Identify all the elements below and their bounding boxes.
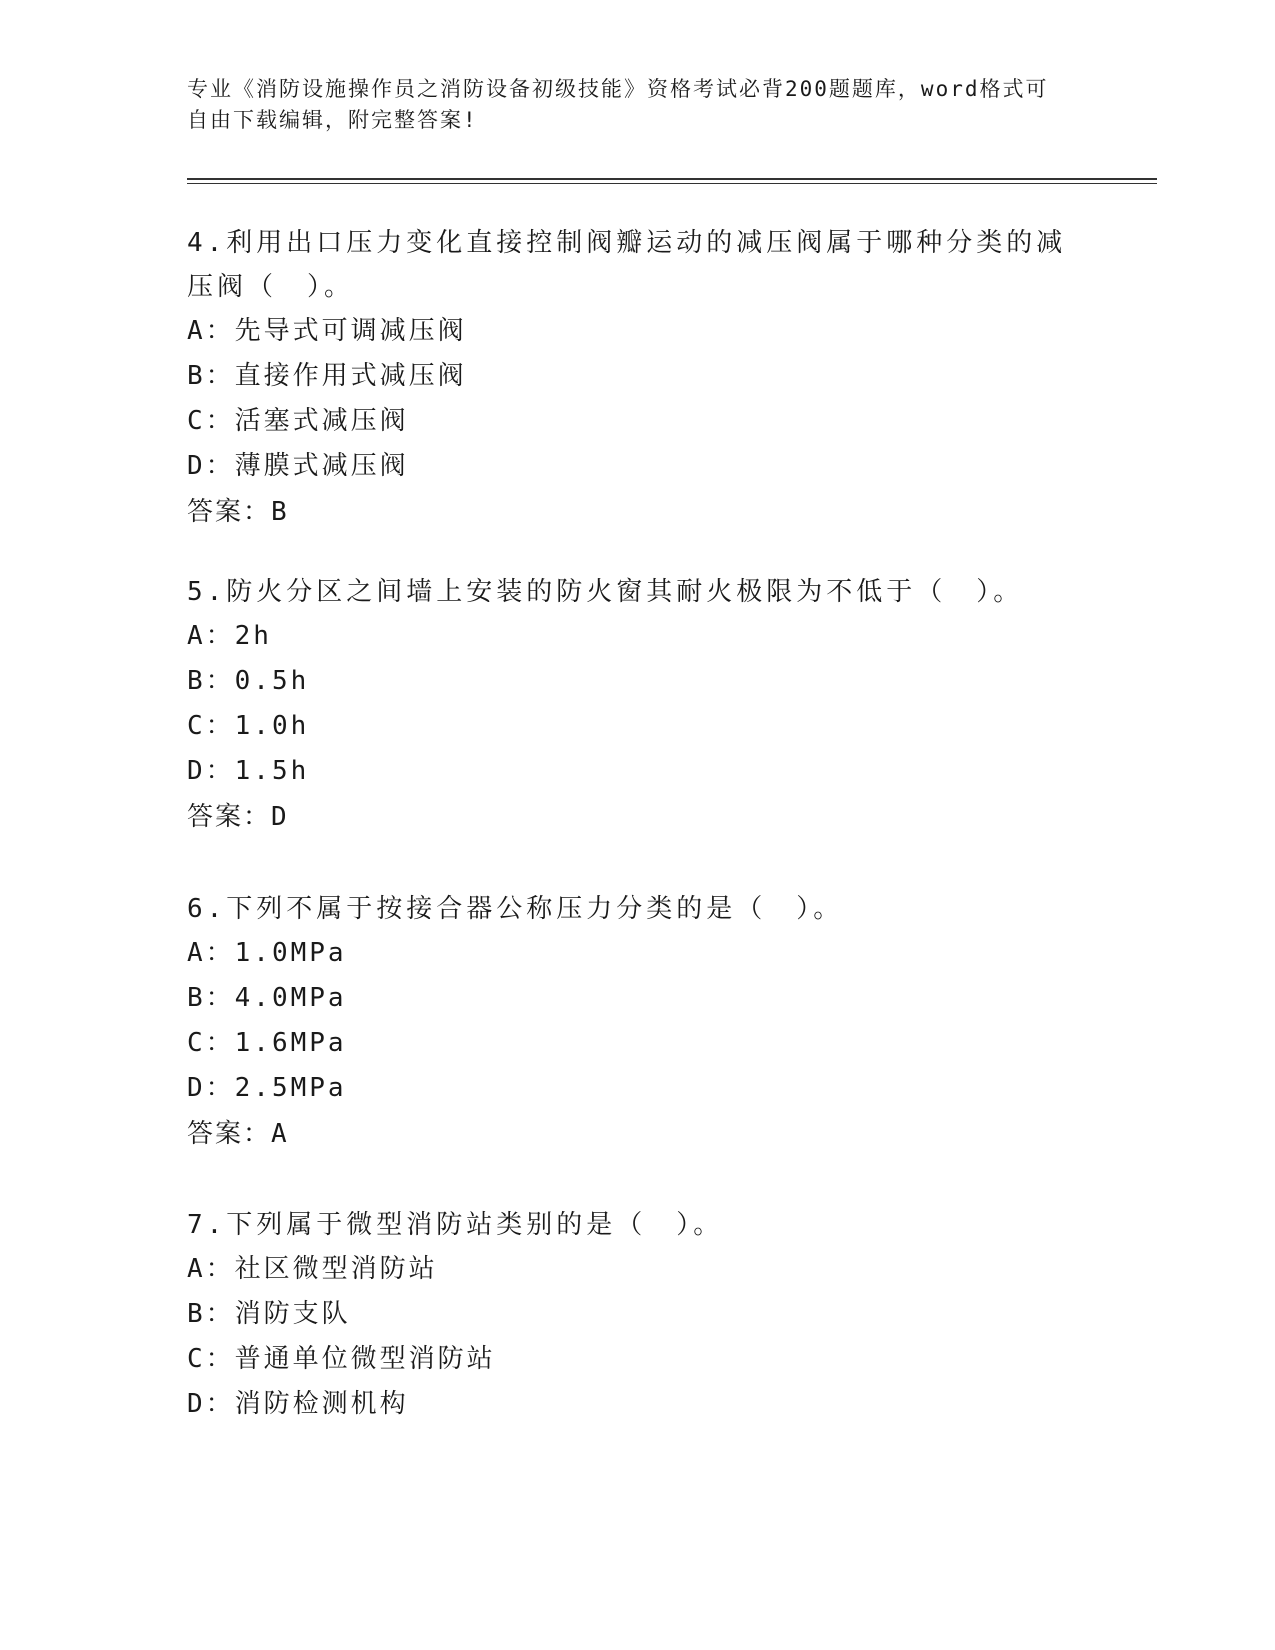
answer-value: B [271,497,289,527]
question-5-option-a: A：2h [187,621,272,651]
question-6-option-b: B：4.0MPa [187,983,347,1013]
question-7 [187,1203,1067,1427]
question-5-text: 5.防火分区之间墙上安装的防火窗其耐火极限为不低于（ ）。 [187,577,1024,607]
question-7-option-a: A：社区微型消防站 [187,1254,438,1284]
answer-value: D [271,802,289,832]
question-6 [187,887,1067,1157]
question-6-option-a: A：1.0MPa [187,938,347,968]
answer-label: 答案： [187,1119,272,1149]
question-4-option-c: C：活塞式减压阀 [187,406,409,436]
question-7-option-b: B：消防支队 [187,1299,351,1329]
question-5-option-c: C：1.0h [187,711,310,741]
question-6-text: 6.下列不属于按接合器公称压力分类的是（ ）。 [187,894,844,924]
answer-label: 答案： [187,497,272,527]
question-6-answer [187,1111,1067,1157]
question-4-option-a: A：先导式可调减压阀 [187,316,467,346]
question-5-option-b: B：0.5h [187,666,310,696]
question-4 [187,221,1067,535]
question-4-option-b: B：直接作用式减压阀 [187,361,467,391]
divider-line-top [187,178,1157,180]
question-7-text: 7.下列属于微型消防站类别的是（ ）。 [187,1210,724,1240]
question-5-answer [187,794,1067,840]
question-6-option-d: D：2.5MPa [187,1073,347,1103]
question-7-option-d: D：消防检测机构 [187,1389,409,1419]
answer-value: A [271,1119,289,1149]
document-intro: 专业《消防设施操作员之消防设备初级技能》资格考试必背200题题库，word格式可自由下载编辑，附完整答案! [187,77,1049,132]
divider-line-bottom [187,183,1157,184]
question-5-option-d: D：1.5h [187,756,310,786]
header-divider [187,178,1157,184]
question-4-text: 4.利用出口压力变化直接控制阀瓣运动的减压阀属于哪种分类的减压阀（ ）。 [187,228,1067,302]
question-5 [187,570,1067,840]
question-4-answer [187,489,1067,535]
answer-label: 答案： [187,802,272,832]
question-4-option-d: D：薄膜式减压阀 [187,451,409,481]
question-6-option-c: C：1.6MPa [187,1028,347,1058]
question-7-option-c: C：普通单位微型消防站 [187,1344,496,1374]
